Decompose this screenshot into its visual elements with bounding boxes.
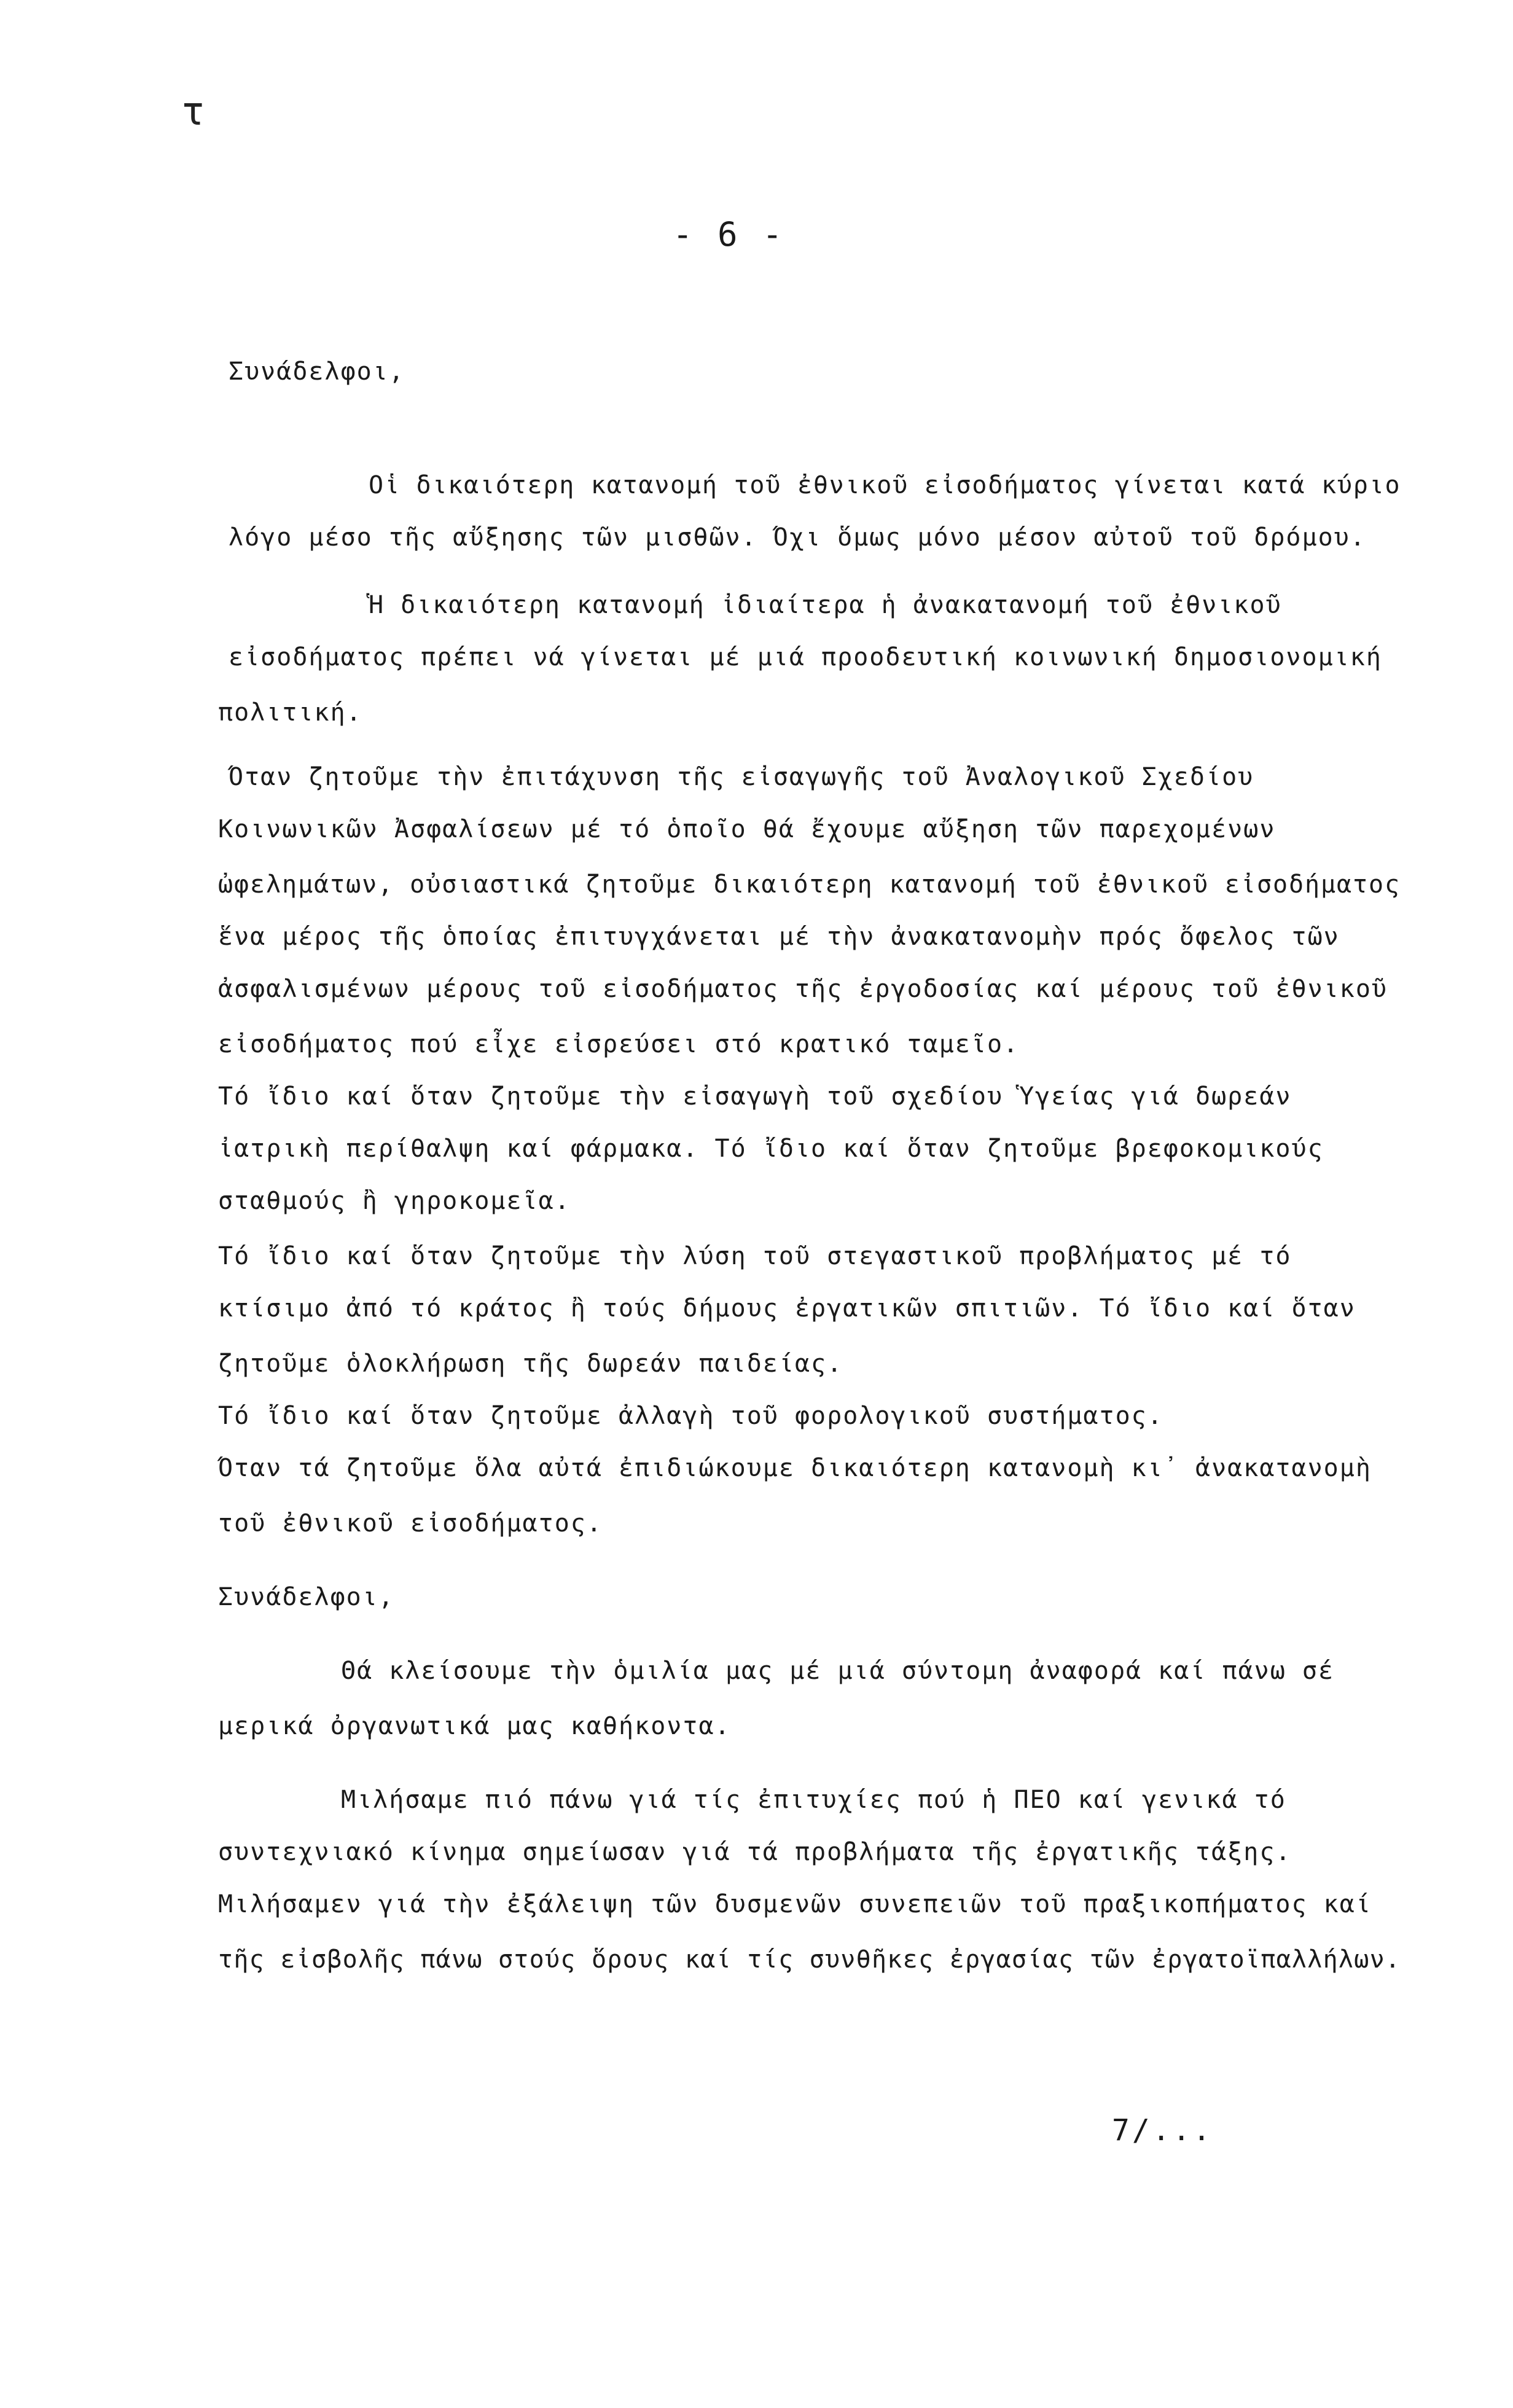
text-line: Κοινωνικῶν Ἀσφαλίσεων μέ τό ὁποῖο θά ἔχουμε αὔξηση τῶν παρεχομένων [218,815,1276,843]
text-line: ἀσφαλισμένων μέρους τοῦ εἰσοδήματος τῆς ἐργοδοσίας καί μέρους τοῦ ἐθνικοῦ [218,975,1388,1003]
text-line: συντεχνιακό κίνημα σημείωσαν γιά τά προβλήματα τῆς ἐργατικῆς τάξης. [218,1838,1292,1866]
text-line: Οἱ δικαιότερη κατανομή τοῦ ἐθνικοῦ εἰσοδήματος γίνεται κατά κύριο [369,471,1401,499]
text-line: ἕνα μέρος τῆς ὁποίας ἐπιτυγχάνεται μέ τὴν ἀνακατανομὴν πρός ὄφελος τῶν [218,923,1340,951]
text-line: πολιτική. [218,698,362,727]
text-line: ἰατρικὴ περίθαλψη καί φάρμακα. Τό ἴδιο καί ὅταν ζητοῦμε βρεφοκομικούς [218,1135,1324,1163]
text-line: Τό ἴδιο καί ὅταν ζητοῦμε ἀλλαγὴ τοῦ φορολογικοῦ συστήματος. [218,1402,1163,1430]
text-line: Όταν ζητοῦμε τὴν ἐπιτάχυνση τῆς εἰσαγωγῆς τοῦ Ἀναλογικοῦ Σχεδίου [229,763,1254,791]
text-line: εἰσοδήματος πού εἶχε εἰσρεύσει στό κρατικό ταμεῖο. [218,1030,1020,1058]
text-line: Ἡ δικαιότερη κατανομή ἰδιαίτερα ἡ ἀνακατανομή τοῦ ἐθνικοῦ [369,591,1282,619]
text-line: Συνάδελφοι, [218,1583,394,1611]
text-line: Θά κλείσουμε τὴν ὁμιλία μας μέ μιά σύντομη ἀναφορά καί πάνω σέ [341,1657,1335,1685]
next-page-marker: 7/... [1112,2113,1213,2148]
text-line: τῆς εἰσβολῆς πάνω στούς ὅρους καί τίς συνθῆκες ἐργασίας τῶν ἐργατοϊπαλλήλων. [218,1945,1401,1974]
page-number: - 6 - [673,215,785,254]
text-line: Μιλήσαμε πιό πάνω γιά τίς ἐπιτυχίες πού ἡ ΠΕΟ καί γενικά τό [341,1786,1286,1814]
text-line: Μιλήσαμεν γιά τὴν ἐξάλειψη τῶν δυσμενῶν συνεπειῶν τοῦ πραξικοπήματος καί [218,1890,1372,1918]
text-line: ζητοῦμε ὁλοκλήρωση τῆς δωρεάν παιδείας. [218,1350,843,1378]
text-line: μερικά ὀργανωτικά μας καθήκοντα. [218,1712,731,1740]
text-line: Τό ἴδιο καί ὅταν ζητοῦμε τὴν λύση τοῦ στεγαστικοῦ προβλήματος μέ τό [218,1242,1292,1270]
text-line: λόγο μέσο τῆς αὔξησης τῶν μισθῶν. Όχι ὅμως μόνο μέσον αὐτοῦ τοῦ δρόμου. [229,523,1366,552]
text-line: Συνάδελφοι, [229,358,405,386]
text-line: ὠφελημάτων, οὐσιαστικά ζητοῦμε δικαιότερη κατανομή τοῦ ἐθνικοῦ εἰσοδήματος [218,870,1401,899]
text-line: κτίσιμο ἀπό τό κράτος ἢ τούς δήμους ἐργατικῶν σπιτιῶν. Τό ἴδιο καί ὅταν [218,1294,1356,1323]
text-line: Τό ἴδιο καί ὅταν ζητοῦμε τὴν εἰσαγωγὴ τοῦ σχεδίου Ὑγείας γιά δωρεάν [218,1082,1292,1111]
text-line: σταθμούς ἢ γηροκομεῖα. [218,1187,571,1215]
text-line: Όταν τά ζητοῦμε ὅλα αὐτά ἐπιδιώκουμε δικαιότερη κατανομὴ κι᾽ ἀνακατανομὴ [218,1454,1372,1482]
text-line: τοῦ ἐθνικοῦ εἰσοδήματος. [218,1509,603,1538]
corner-mark: τ [181,89,205,135]
text-line: εἰσοδήματος πρέπει νά γίνεται μέ μιά προοδευτική κοινωνική δημοσιονομική [229,643,1382,671]
